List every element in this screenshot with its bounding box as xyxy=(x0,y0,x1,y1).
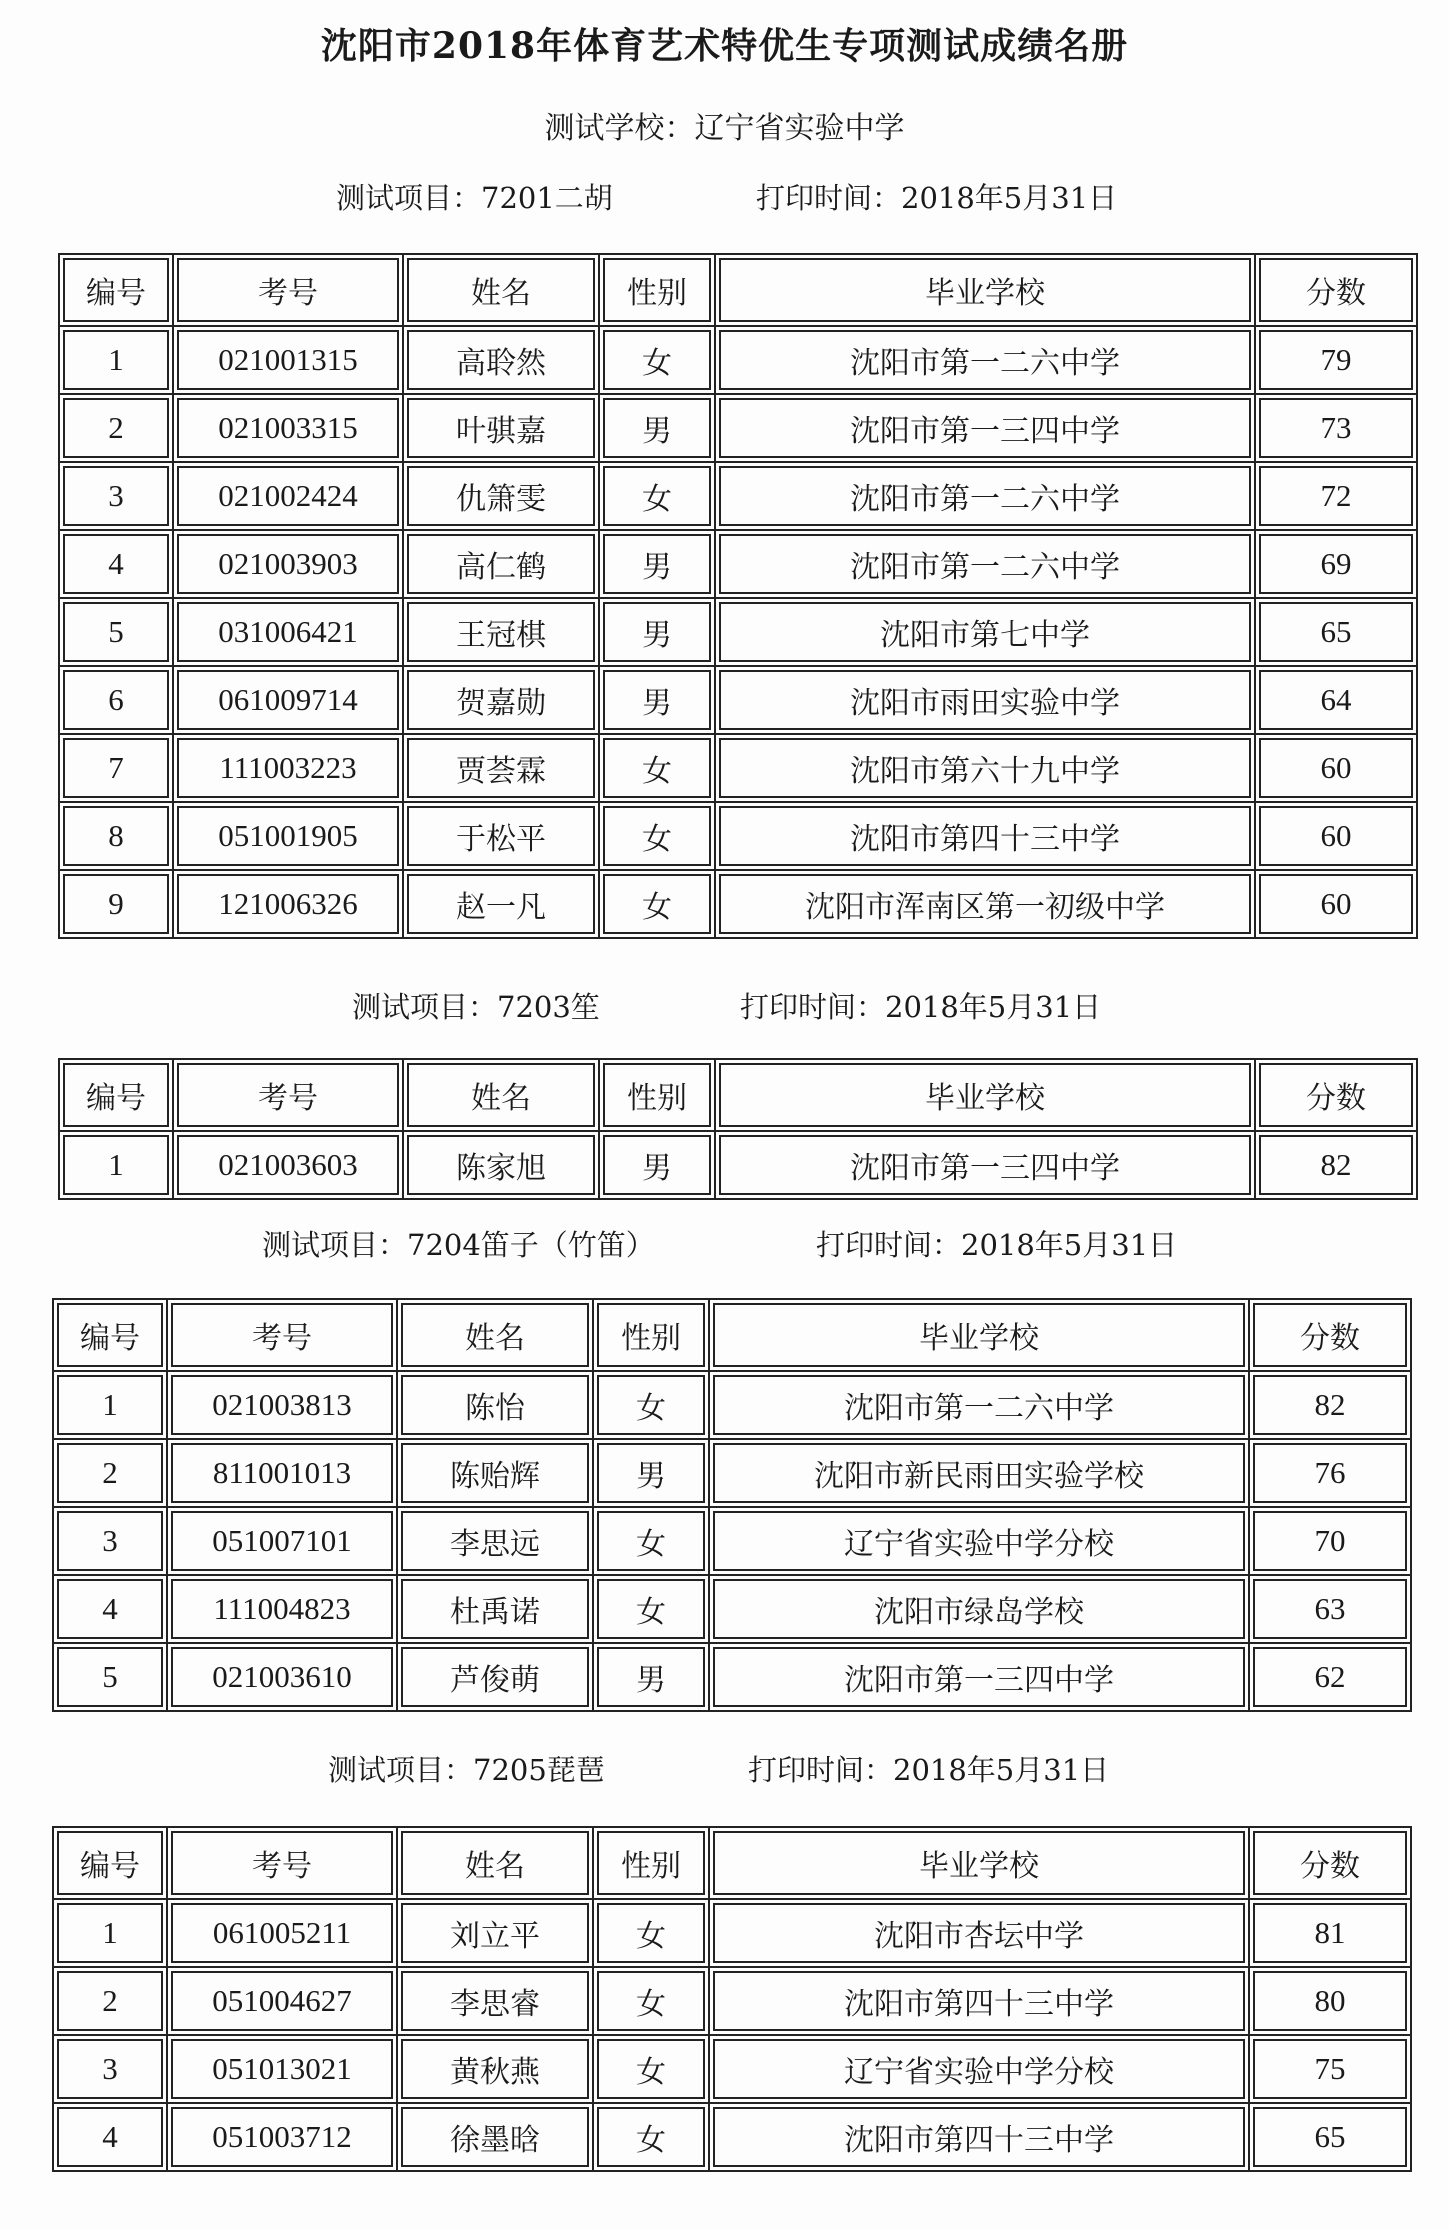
student-name: 仇箫雯 xyxy=(403,462,599,530)
gender: 女 xyxy=(593,1371,709,1439)
gender: 男 xyxy=(593,1439,709,1507)
row-number: 2 xyxy=(53,1967,167,2035)
print-time: 打印时间：2018年5月31日 xyxy=(740,990,1102,1024)
student-name: 刘立平 xyxy=(397,1899,593,1967)
gender: 女 xyxy=(593,2103,709,2171)
table-row xyxy=(53,1575,1411,1643)
col-name-header: 姓名 xyxy=(403,1059,599,1131)
student-name: 陈怡 xyxy=(397,1371,593,1439)
table-row xyxy=(59,462,1417,530)
student-name: 芦俊萌 xyxy=(397,1643,593,1711)
table-row xyxy=(59,802,1417,870)
col-exam-id-header: 考号 xyxy=(167,1299,397,1371)
graduated-school: 沈阳市绿岛学校 xyxy=(709,1575,1249,1643)
gender: 女 xyxy=(593,2035,709,2103)
row-number: 1 xyxy=(59,326,173,394)
row-number: 7 xyxy=(59,734,173,802)
graduated-school: 沈阳市第一三四中学 xyxy=(715,1131,1255,1199)
exam-id: 111003223 xyxy=(173,734,403,802)
student-name: 贺嘉勋 xyxy=(403,666,599,734)
score-table-wrapper xyxy=(52,1826,1414,2214)
student-name: 陈贻辉 xyxy=(397,1439,593,1507)
score: 72 xyxy=(1255,462,1417,530)
table-row xyxy=(53,2103,1411,2171)
student-name: 黄秋燕 xyxy=(397,2035,593,2103)
test-item-label: 测试项目：7201二胡 xyxy=(336,181,613,215)
score: 81 xyxy=(1249,1899,1411,1967)
exam-id: 051013021 xyxy=(167,2035,397,2103)
exam-id: 021003603 xyxy=(173,1131,403,1199)
exam-id: 031006421 xyxy=(173,598,403,666)
student-name: 杜禹诺 xyxy=(397,1575,593,1643)
gender: 女 xyxy=(593,1507,709,1575)
test-item-label: 测试项目：7203笙 xyxy=(352,990,600,1024)
table-row xyxy=(53,1899,1411,1967)
row-number: 9 xyxy=(59,870,173,938)
gender: 女 xyxy=(599,326,715,394)
graduated-school: 沈阳市第四十三中学 xyxy=(709,2103,1249,2171)
gender: 男 xyxy=(599,394,715,462)
row-number: 1 xyxy=(59,1131,173,1199)
graduated-school: 沈阳市第七中学 xyxy=(715,598,1255,666)
score: 69 xyxy=(1255,530,1417,598)
section-header xyxy=(328,1748,1110,1789)
col-number-header: 编号 xyxy=(59,1059,173,1131)
col-number-header: 编号 xyxy=(59,254,173,326)
table-row xyxy=(53,1643,1411,1711)
gender: 女 xyxy=(599,734,715,802)
exam-id: 021003903 xyxy=(173,530,403,598)
graduated-school: 沈阳市第一三四中学 xyxy=(709,1643,1249,1711)
graduated-school: 沈阳市第一二六中学 xyxy=(715,462,1255,530)
graduated-school: 沈阳市新民雨田实验学校 xyxy=(709,1439,1249,1507)
score-table xyxy=(58,1058,1418,1200)
col-school-header: 毕业学校 xyxy=(709,1299,1249,1371)
col-name-header: 姓名 xyxy=(397,1299,593,1371)
col-exam-id-header: 考号 xyxy=(167,1827,397,1899)
row-number: 3 xyxy=(53,1507,167,1575)
gender: 男 xyxy=(599,530,715,598)
table-row xyxy=(53,1439,1411,1507)
score: 82 xyxy=(1249,1371,1411,1439)
student-name: 叶骐嘉 xyxy=(403,394,599,462)
graduated-school: 沈阳市第六十九中学 xyxy=(715,734,1255,802)
student-name: 贾荟霖 xyxy=(403,734,599,802)
gender: 男 xyxy=(599,1131,715,1199)
exam-id: 021003610 xyxy=(167,1643,397,1711)
col-school-header: 毕业学校 xyxy=(715,1059,1255,1131)
score: 80 xyxy=(1249,1967,1411,2035)
print-time: 打印时间：2018年5月31日 xyxy=(816,1228,1178,1262)
student-name: 高仁鹤 xyxy=(403,530,599,598)
score: 63 xyxy=(1249,1575,1411,1643)
row-number: 3 xyxy=(59,462,173,530)
section-header xyxy=(262,1223,1178,1264)
col-score-header: 分数 xyxy=(1255,254,1417,326)
col-score-header: 分数 xyxy=(1249,1827,1411,1899)
row-number: 2 xyxy=(59,394,173,462)
col-gender-header: 性别 xyxy=(593,1827,709,1899)
row-number: 4 xyxy=(59,530,173,598)
col-school-header: 毕业学校 xyxy=(709,1827,1249,1899)
exam-id: 121006326 xyxy=(173,870,403,938)
exam-id: 021002424 xyxy=(173,462,403,530)
exam-id: 061009714 xyxy=(173,666,403,734)
row-number: 3 xyxy=(53,2035,167,2103)
score-table-wrapper xyxy=(58,1058,1420,1200)
test-item-label: 测试项目：7204笛子（竹笛） xyxy=(262,1228,655,1262)
test-school-line: 测试学校：辽宁省实验中学 xyxy=(544,111,905,146)
gender: 男 xyxy=(599,666,715,734)
document-title: 沈阳市2018年体育艺术特优生专项测试成绩名册 xyxy=(320,25,1129,67)
gender: 女 xyxy=(599,870,715,938)
exam-id: 061005211 xyxy=(167,1899,397,1967)
student-name: 赵一凡 xyxy=(403,870,599,938)
graduated-school: 沈阳市第四十三中学 xyxy=(715,802,1255,870)
table-row xyxy=(59,666,1417,734)
section-header xyxy=(352,985,1102,1026)
row-number: 4 xyxy=(53,1575,167,1643)
section-header xyxy=(336,176,1118,217)
col-exam-id-header: 考号 xyxy=(173,254,403,326)
gender: 女 xyxy=(599,462,715,530)
score: 75 xyxy=(1249,2035,1411,2103)
table-row xyxy=(59,326,1417,394)
score-table xyxy=(58,253,1418,939)
table-row xyxy=(59,870,1417,938)
table-row xyxy=(59,598,1417,666)
exam-id: 051007101 xyxy=(167,1507,397,1575)
gender: 男 xyxy=(599,598,715,666)
table-row xyxy=(59,1131,1417,1199)
gender: 女 xyxy=(593,1967,709,2035)
graduated-school: 沈阳市第一二六中学 xyxy=(709,1371,1249,1439)
table-row xyxy=(53,1967,1411,2035)
student-name: 李思睿 xyxy=(397,1967,593,2035)
col-exam-id-header: 考号 xyxy=(173,1059,403,1131)
gender: 男 xyxy=(593,1643,709,1711)
score: 64 xyxy=(1255,666,1417,734)
graduated-school: 沈阳市第一三四中学 xyxy=(715,394,1255,462)
table-row xyxy=(59,734,1417,802)
gender: 女 xyxy=(599,802,715,870)
exam-id: 811001013 xyxy=(167,1439,397,1507)
student-name: 李思远 xyxy=(397,1507,593,1575)
table-header-row xyxy=(53,1827,1411,1899)
table-header-row xyxy=(59,1059,1417,1131)
score: 62 xyxy=(1249,1643,1411,1711)
col-gender-header: 性别 xyxy=(599,254,715,326)
graduated-school: 沈阳市第四十三中学 xyxy=(709,1967,1249,2035)
table-row xyxy=(53,1507,1411,1575)
graduated-school: 沈阳市杏坛中学 xyxy=(709,1899,1249,1967)
score: 73 xyxy=(1255,394,1417,462)
gender: 女 xyxy=(593,1899,709,1967)
table-row xyxy=(59,530,1417,598)
test-item-label: 测试项目：7205琵琶 xyxy=(328,1753,605,1787)
score: 60 xyxy=(1255,802,1417,870)
row-number: 5 xyxy=(59,598,173,666)
graduated-school: 沈阳市浑南区第一初级中学 xyxy=(715,870,1255,938)
score: 70 xyxy=(1249,1507,1411,1575)
row-number: 8 xyxy=(59,802,173,870)
score: 79 xyxy=(1255,326,1417,394)
score: 65 xyxy=(1249,2103,1411,2171)
graduated-school: 沈阳市第一二六中学 xyxy=(715,326,1255,394)
row-number: 5 xyxy=(53,1643,167,1711)
student-name: 徐墨晗 xyxy=(397,2103,593,2171)
row-number: 1 xyxy=(53,1899,167,1967)
table-header-row xyxy=(53,1299,1411,1371)
score: 60 xyxy=(1255,734,1417,802)
exam-id: 051004627 xyxy=(167,1967,397,2035)
student-name: 高聆然 xyxy=(403,326,599,394)
col-school-header: 毕业学校 xyxy=(715,254,1255,326)
exam-id: 021003813 xyxy=(167,1371,397,1439)
student-name: 陈家旭 xyxy=(403,1131,599,1199)
exam-id: 021003315 xyxy=(173,394,403,462)
table-row xyxy=(53,2035,1411,2103)
col-score-header: 分数 xyxy=(1249,1299,1411,1371)
score-table xyxy=(52,1298,1412,1712)
table-row xyxy=(53,1371,1411,1439)
exam-id: 111004823 xyxy=(167,1575,397,1643)
exam-id: 051003712 xyxy=(167,2103,397,2171)
graduated-school: 沈阳市第一二六中学 xyxy=(715,530,1255,598)
row-number: 2 xyxy=(53,1439,167,1507)
print-time: 打印时间：2018年5月31日 xyxy=(756,181,1118,215)
graduated-school: 辽宁省实验中学分校 xyxy=(709,1507,1249,1575)
table-row xyxy=(59,394,1417,462)
col-score-header: 分数 xyxy=(1255,1059,1417,1131)
row-number: 4 xyxy=(53,2103,167,2171)
student-name: 王冠棋 xyxy=(403,598,599,666)
col-number-header: 编号 xyxy=(53,1827,167,1899)
score: 60 xyxy=(1255,870,1417,938)
graduated-school: 沈阳市雨田实验中学 xyxy=(715,666,1255,734)
col-gender-header: 性别 xyxy=(599,1059,715,1131)
exam-id: 021001315 xyxy=(173,326,403,394)
score-table-wrapper xyxy=(52,1298,1414,1718)
col-name-header: 姓名 xyxy=(403,254,599,326)
col-name-header: 姓名 xyxy=(397,1827,593,1899)
graduated-school: 辽宁省实验中学分校 xyxy=(709,2035,1249,2103)
row-number: 1 xyxy=(53,1371,167,1439)
student-name: 于松平 xyxy=(403,802,599,870)
table-header-row xyxy=(59,254,1417,326)
score: 76 xyxy=(1249,1439,1411,1507)
exam-id: 051001905 xyxy=(173,802,403,870)
score-table-wrapper xyxy=(58,253,1420,956)
print-time: 打印时间：2018年5月31日 xyxy=(748,1753,1110,1787)
score-table xyxy=(52,1826,1412,2172)
score: 65 xyxy=(1255,598,1417,666)
col-gender-header: 性别 xyxy=(593,1299,709,1371)
gender: 女 xyxy=(593,1575,709,1643)
col-number-header: 编号 xyxy=(53,1299,167,1371)
row-number: 6 xyxy=(59,666,173,734)
score: 82 xyxy=(1255,1131,1417,1199)
